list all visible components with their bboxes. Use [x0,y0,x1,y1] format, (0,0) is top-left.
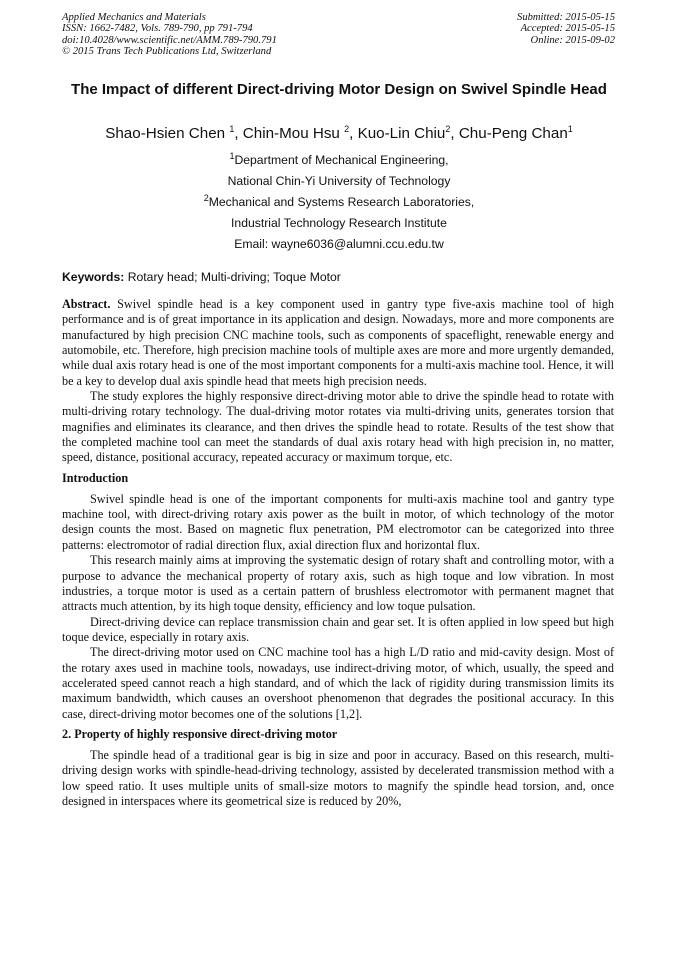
affiliation-dept: Department of Mechanical Engineering, [234,153,449,167]
paper-title: The Impact of different Direct-driving Motor Design on Swivel Spindle Head [71,81,607,98]
affiliation-mark: 1 [229,150,235,161]
affiliation-2-institution: Industrial Technology Research Institute [231,216,447,230]
author-name: Chu-Peng Chan [458,125,568,142]
journal-info [62,12,277,58]
abstract-paragraph-2: The study explores the highly responsive direct-driving motor able to drive the spindle head to rotate with multi-driving rotary technology. The dual-driving motor rotates via multi-driving units, generates torsion that magnifies and eliminates its clearance, and then drives the spindle head to rotate. Results of the test show that the completed machine tool can meet the standards of dual axis rotary head with high precision in, no matter, speed, distance, positional accuracy, repeated accuracy or maximum torque, etc. [62,389,614,465]
section-2-paragraph-1: The spindle head of a traditional gear is big in size and poor in accuracy. Based on this research, multi-driving design works with spindle-head-driving technology, assisted by decelerated transmission method with a low speed ratio. It uses multiple units of small-size motors to magnify the spindle head torsion, and, once designed in interspaces where its geometrical size is reduced by 20%, [62,747,614,808]
affiliation-1-institution: National Chin-Yi University of Technology [227,174,451,188]
abstract-paragraph [62,297,614,389]
author-affiliation-mark: 2 [445,123,451,134]
section-2-heading: 2. Property of highly responsive direct-driving motor [62,726,338,741]
affiliation-lab: Mechanical and Systems Research Laboratories, [208,195,475,209]
author-name: Shao-Hsien Chen [105,125,230,142]
author-affiliation-mark: 1 [567,123,573,134]
author-list [40,124,638,143]
author-separator: , [234,125,243,142]
affiliation-mark: 2 [203,192,209,203]
journal-header [62,12,615,58]
online-date: Online: 2015-09-02 [530,34,615,46]
dates-info [517,12,615,46]
paper-body [62,297,614,809]
keywords [62,270,616,285]
author-affiliation-mark: 1 [229,123,235,134]
affiliation-1 [62,150,616,171]
author-separator: , [450,125,459,142]
abstract-label: Abstract. [62,297,111,311]
intro-paragraph-1: Swivel spindle head is one of the important components for multi-axis machine tool and gantry type machine tool, with direct-driving rotary axis power as the built in motor, of which technology of the motor design counts the most. Based on magnetic flux penetration, PM electromotor can be categorized into three patterns: electromotor of radial direction flux, axial direction flux and horizontal flux. [62,491,614,552]
submitted-date: Submitted: 2015-05-15 [517,12,615,23]
author-name: Chin-Mou Hsu [242,125,345,142]
accepted-date: Accepted: 2015-05-15 [520,23,615,35]
issn-line: ISSN: 1662-7482, Vols. 789-790, pp 791-794 [62,23,253,35]
doi-line: doi:10.4028/www.scientific.net/AMM.789-790.791 [62,34,277,46]
copyright-line: © 2015 Trans Tech Publications Ltd, Switzerland [62,46,272,58]
author-affiliation-mark: 2 [344,123,350,134]
affiliation-2 [62,192,616,213]
affiliations [62,150,616,255]
contact-email: Email: wayne6036@alumni.ccu.edu.tw [234,237,444,251]
keywords-text: Rotary head; Multi-driving; Toque Motor [124,270,341,284]
intro-paragraph-4: The direct-driving motor used on CNC machine tool has a high L/D ratio and mid-cavity design. Most of the rotary axes used in machine tools, nowadays, use indirect-driving motor, of which, usually, the speed and accelerated speed cannot reach a high standard, and of which the lack of rigidity during transmission limits its maximum bandwidth, which causes an overshoot phenomenon that degrades the positional accuracy. In this case, direct-driving motor becomes one of the solutions [1,2]. [62,645,614,721]
abstract-text: Swivel spindle head is a key component used in gantry type five-axis machine tool of high performance and is of great importance in its application and design. Nowadays, more and more components are manufactured by high precision CNC machine tools, such as components of spaceflight, renewable energy and automobile, etc. Therefore, high precision machine tools of multiple axes are more and more urgently demanded, while dual axis rotary head is one of the most important components for a multi-axis machine tool. Hence, it will be a key to develop dual axis spindle head that meets high precision needs. [62,297,614,388]
introduction-heading: Introduction [62,470,129,485]
journal-name: Applied Mechanics and Materials [62,12,206,23]
author-separator: , [349,125,358,142]
author-name: Kuo-Lin Chiu [357,125,446,142]
intro-paragraph-3: Direct-driving device can replace transmission chain and gear set. It is often applied in low speed but high toque device, especially in rotary axis. [62,614,614,644]
intro-paragraph-2: This research mainly aims at improving the systematic design of rotary shaft and controlling motor, with a purpose to advance the mechanical property of rotary axis, such as high toque and low vibration. In most industries, a torque motor is used as a certain pattern of brushless electromotor with permanent magnet that attracts much attention, by its high toque density, efficiency and low toque pulsation. [62,553,614,614]
keywords-label: Keywords: [62,270,125,284]
